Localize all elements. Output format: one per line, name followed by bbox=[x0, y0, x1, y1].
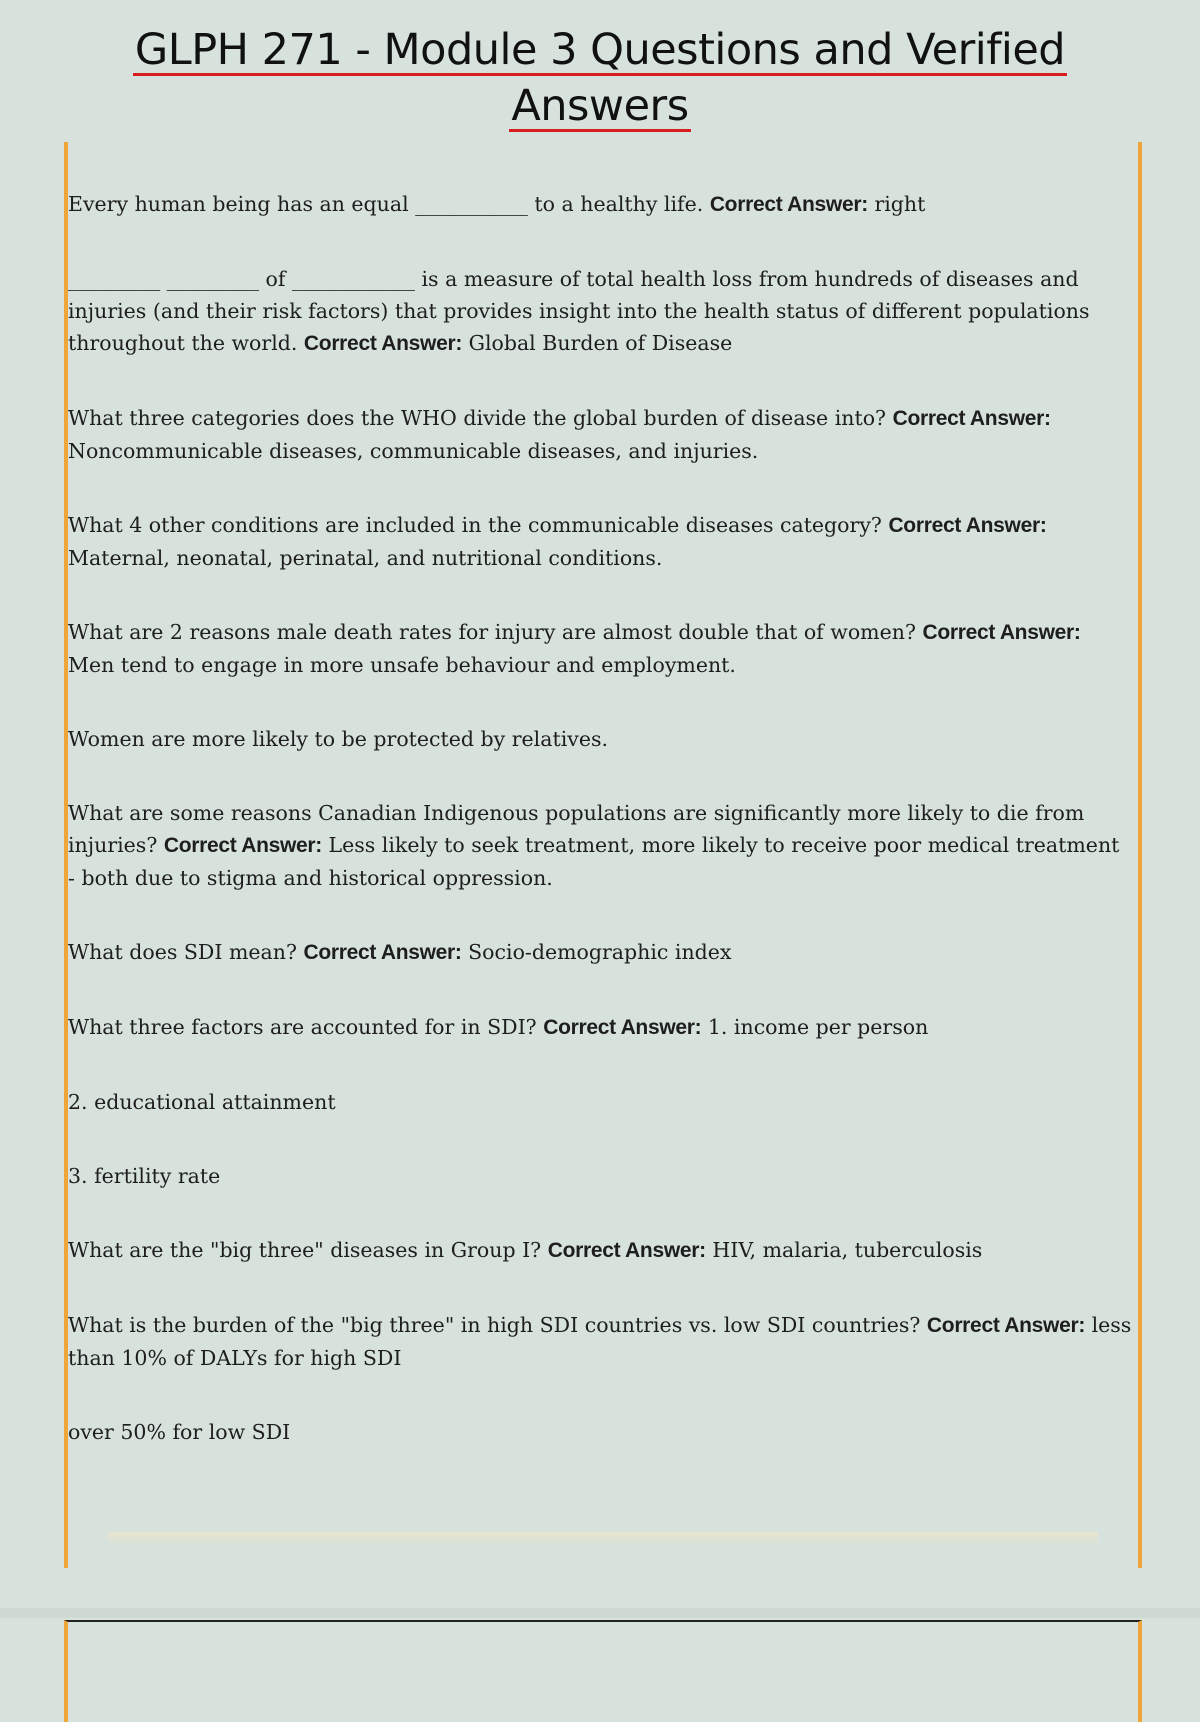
question-text: What three factors are accounted for in SDI? bbox=[68, 1015, 537, 1039]
question-text: What three categories does the WHO divide the global burden of disease into? bbox=[68, 406, 887, 430]
qa-item bbox=[68, 1011, 1132, 1044]
correct-answer-label: Correct Answer: bbox=[303, 332, 463, 355]
correct-answer-label: Correct Answer: bbox=[303, 941, 462, 964]
answer-text: Less likely to seek treatment, more likely to receive poor medical treatment - both due to stigma and historical oppression. bbox=[68, 833, 1120, 890]
line-text: over 50% for low SDI bbox=[68, 1420, 291, 1444]
next-page-frame bbox=[64, 1620, 1142, 1722]
document-title bbox=[0, 22, 1200, 134]
page-separator bbox=[0, 1608, 1200, 1618]
qa-item bbox=[68, 1309, 1132, 1374]
continuation-line bbox=[68, 723, 1132, 755]
correct-answer-label: Correct Answer: bbox=[163, 834, 322, 857]
page-bottom-fade bbox=[108, 1532, 1098, 1546]
answer-text: Global Burden of Disease bbox=[468, 331, 733, 355]
question-text: _________ _________ of ____________ is a measure of total health loss from hundreds of diseases and injuries (and their risk factors) that provides insight into the health status of different populations throughout the world. bbox=[68, 267, 1090, 355]
qa-item bbox=[68, 402, 1132, 467]
correct-answer-label: Correct Answer: bbox=[709, 193, 868, 216]
question-text: What are 2 reasons male death rates for injury are almost double that of women? bbox=[68, 620, 916, 644]
line-text: 3. fertility rate bbox=[68, 1164, 221, 1188]
question-text: What is the burden of the "big three" in high SDI countries vs. low SDI countries? bbox=[68, 1313, 921, 1337]
qa-item bbox=[68, 797, 1132, 894]
answer-text: Noncommunicable diseases, communicable diseases, and injuries. bbox=[68, 439, 759, 463]
question-text: What 4 other conditions are included in the communicable diseases category? bbox=[68, 513, 882, 537]
question-text: What are the "big three" diseases in Group I? bbox=[68, 1238, 542, 1262]
title-line-2: Answers bbox=[511, 81, 689, 131]
qa-list bbox=[68, 188, 1132, 1448]
qa-item bbox=[68, 509, 1132, 574]
correct-answer-label: Correct Answer: bbox=[547, 1239, 706, 1262]
answer-text: right bbox=[874, 192, 926, 216]
line-text: 2. educational attainment bbox=[68, 1090, 336, 1114]
answer-text: Men tend to engage in more unsafe behaviour and employment. bbox=[68, 653, 736, 677]
answer-text: less than 10% of DALYs for high SDI bbox=[68, 1313, 1132, 1370]
question-text: Every human being has an equal ___________ to a healthy life. bbox=[68, 192, 704, 216]
qa-item bbox=[68, 936, 1132, 969]
continuation-line bbox=[68, 1416, 1132, 1448]
qa-item bbox=[68, 1234, 1132, 1267]
continuation-line bbox=[68, 1086, 1132, 1118]
question-text: What are some reasons Canadian Indigenous populations are significantly more likely to die from injuries? bbox=[68, 801, 1085, 857]
qa-item bbox=[68, 263, 1132, 360]
answer-text: Socio-demographic index bbox=[468, 940, 732, 964]
answer-text: HIV, malaria, tuberculosis bbox=[712, 1238, 983, 1262]
continuation-line bbox=[68, 1160, 1132, 1192]
answer-text: Maternal, neonatal, perinatal, and nutritional conditions. bbox=[68, 546, 663, 570]
answer-text: 1. income per person bbox=[707, 1015, 929, 1039]
qa-item bbox=[68, 616, 1132, 681]
correct-answer-label: Correct Answer: bbox=[926, 1314, 1086, 1337]
question-text: What does SDI mean? bbox=[68, 940, 297, 964]
correct-answer-label: Correct Answer: bbox=[543, 1016, 702, 1039]
line-text: Women are more likely to be protected by relatives. bbox=[68, 727, 608, 751]
correct-answer-label: Correct Answer: bbox=[922, 621, 1081, 644]
correct-answer-label: Correct Answer: bbox=[888, 514, 1047, 537]
correct-answer-label: Correct Answer: bbox=[892, 407, 1051, 430]
qa-item bbox=[68, 188, 1132, 221]
title-line-1: GLPH 271 - Module 3 Questions and Verified bbox=[134, 25, 1066, 75]
